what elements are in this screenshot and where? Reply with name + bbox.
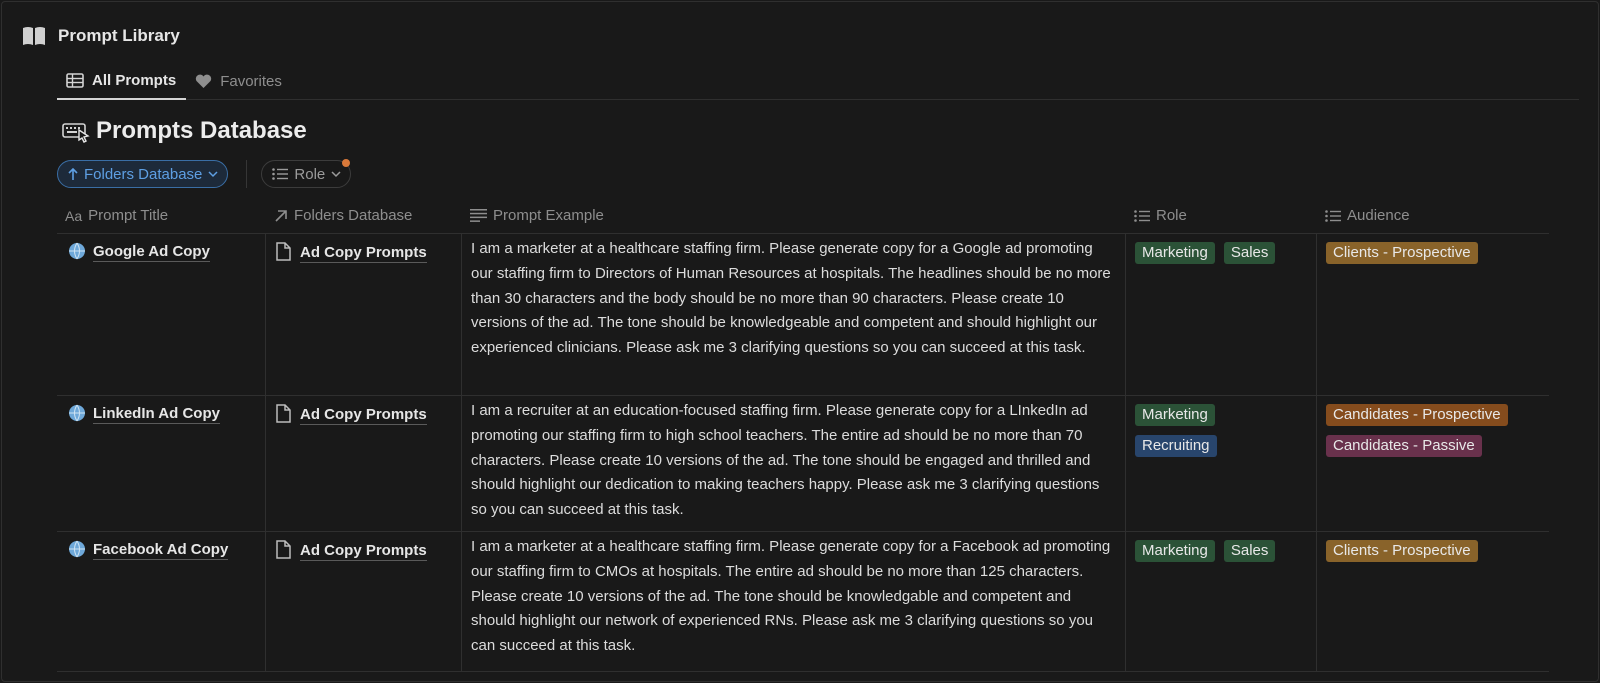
chevron-down-icon [208,171,218,178]
prompt-title-link[interactable]: Facebook Ad Copy [93,541,229,558]
library-title: Prompt Library [58,26,180,45]
list-icon [1325,210,1341,222]
role-cell [1126,532,1317,671]
audience-tag: Candidates - Prospective [1326,404,1508,426]
globe-icon [68,242,86,260]
view-tabs [57,62,1579,100]
column-header-role[interactable] [1126,198,1317,234]
example-cell [462,234,1126,395]
role-filter-button[interactable] [261,160,351,188]
audience-tag: Clients - Prospective [1326,242,1478,264]
active-filter-dot [342,159,350,167]
column-label: Prompt Example [493,207,604,224]
list-icon [272,168,288,180]
table-icon [66,73,84,88]
text-lines-icon [470,209,487,222]
column-header-prompt-title[interactable] [57,198,266,234]
role-tag: Sales [1224,242,1276,264]
column-label: Audience [1347,207,1410,224]
example-cell [462,532,1126,671]
folder-cell [266,532,462,671]
audience-cell [1317,234,1549,395]
list-icon [1134,210,1150,222]
prompt-example-text: I am a marketer at a healthcare staffing firm. Please generate copy for a Facebook ad promoting our staffing firm to CMOs at hospitals. The entire ad should be no more than 125 characters. Please create 10 versions of the ad. The tone should be knowledgable and competent and should highlight our network of experienced RNs. Please ask me 3 clarifying questions so you can succeed at this task. [471,538,1111,655]
column-header-folders-database[interactable] [266,198,462,234]
prompt-example-text: I am a marketer at a healthcare staffing firm. Please generate copy for a Google ad promoting our staffing firm to Directors of Human Resources at hospitals. The headlines should be no more than 30 characters and the body should be no more than 90 characters. Please create 10 versions of the ad. The tone should be knowledgeable and competent and should highlight our experienced clinicians. Please ask me 3 clarifying questions so you can succeed at this task. [471,240,1111,357]
prompt-title-link[interactable]: LinkedIn Ad Copy [93,405,220,422]
keyboard-cursor-icon [62,119,90,143]
column-label: Prompt Title [88,207,169,224]
column-label: Folders Database [294,207,413,224]
role-filter-label: Role [294,165,326,183]
database-title [62,113,307,149]
sort-label: Folders Database [84,165,203,183]
tab-label: Favorites [220,72,282,90]
folder-cell [266,234,462,395]
example-cell [462,396,1126,531]
database-title-text: Prompts Database [96,117,307,144]
role-tag: Marketing [1135,404,1215,426]
role-tag: Marketing [1135,242,1215,264]
role-cell [1126,234,1317,395]
audience-tag: Clients - Prospective [1326,540,1478,562]
text-type-icon: Aa [65,207,83,224]
folder-link[interactable]: Ad Copy Prompts [300,542,427,559]
page-icon [275,242,291,261]
prompt-example-text: I am a recruiter at an education-focused staffing firm. Please generate copy for a LInkedIn ad promoting our staffing firm to high school teachers. The entire ad should be no more than 70 characters. Please create 10 versions of the ad. The tone should be engaged and thrilled and should highlight our dedication to making teachers happy. Please ask me 3 clarifying questions so you can succeed at this task. [471,402,1100,519]
role-cell [1126,396,1317,531]
audience-cell [1317,532,1549,671]
role-tag: Sales [1224,540,1276,562]
title-cell [57,532,266,671]
tab-all-prompts[interactable] [57,62,186,100]
filter-divider [246,160,247,188]
audience-tag: Candidates - Passive [1326,435,1482,457]
tab-favorites[interactable] [186,62,292,100]
heart-icon [195,74,212,89]
arrow-up-icon [68,168,78,181]
filter-bar [57,159,351,189]
book-icon [22,26,46,46]
table-row[interactable] [57,396,1549,532]
chevron-down-icon [331,171,341,178]
library-header [22,24,180,48]
column-label: Role [1156,207,1187,224]
title-cell [57,234,266,395]
column-header-prompt-example[interactable] [462,198,1126,234]
sort-folders-button[interactable] [57,160,228,188]
prompt-title-link[interactable]: Google Ad Copy [93,243,210,260]
globe-icon [68,540,86,558]
title-cell [57,396,266,531]
role-tag: Recruiting [1135,435,1217,457]
table-row[interactable] [57,234,1549,396]
column-header-audience[interactable] [1317,198,1549,234]
tab-label: All Prompts [92,71,177,89]
folder-cell [266,396,462,531]
relation-arrow-icon [274,209,288,223]
globe-icon [68,404,86,422]
prompts-table [57,198,1549,672]
table-row[interactable] [57,532,1549,672]
folder-link[interactable]: Ad Copy Prompts [300,406,427,423]
page-icon [275,540,291,559]
page-icon [275,404,291,423]
folder-link[interactable]: Ad Copy Prompts [300,244,427,261]
role-tag: Marketing [1135,540,1215,562]
audience-cell [1317,396,1549,531]
table-header [57,198,1549,234]
